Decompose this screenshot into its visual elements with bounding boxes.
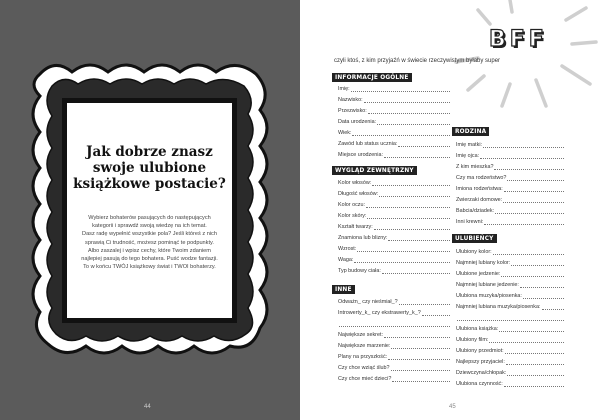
field-sibling-names[interactable]: Imiona rodzeństwa:	[456, 184, 564, 192]
field-marriage[interactable]: Czy chce wziąć ślub?	[338, 363, 450, 371]
field-least-music[interactable]: Najmniej lubiana muzyka/piosenka:	[456, 302, 564, 310]
page-subtitle: czyli ktoś, z kim przyjaźń w świecie rzeczywistym byłaby super	[334, 58, 501, 64]
field-blank-line[interactable]	[338, 319, 450, 327]
field-birthdate[interactable]: Data urodzenia:	[338, 117, 450, 125]
field-surname[interactable]: Nazwisko:	[338, 95, 450, 103]
field-father[interactable]: Imię ojca:	[456, 151, 564, 159]
section-heading-info: INFORMACJE OGÓLNE	[332, 73, 412, 82]
field-fav-film[interactable]: Ulubiony film:	[456, 335, 564, 343]
field-least-food[interactable]: Najmniej lubiane jedzenie:	[456, 280, 564, 288]
field-marks[interactable]: Znamiona lub blizny:	[338, 233, 450, 241]
field-least-color[interactable]: Najmniej lubiany kolor:	[456, 258, 564, 266]
field-occupation[interactable]: Zawód lub status ucznia:	[338, 139, 450, 147]
field-fav-subject[interactable]: Ulubiony przedmiot:	[456, 346, 564, 354]
field-skin-color[interactable]: Kolor skóry:	[338, 211, 450, 219]
field-blank-line-2[interactable]	[456, 313, 564, 321]
field-fav-activity[interactable]: Ulubiona czynność:	[456, 379, 564, 387]
field-fav-book[interactable]: Ulubiona książka:	[456, 324, 564, 332]
field-birthplace[interactable]: Miejsce urodzenia:	[338, 150, 450, 158]
right-page	[300, 0, 600, 420]
intro-card	[67, 103, 232, 318]
field-grandparents[interactable]: Babcia/dziadek:	[456, 206, 564, 214]
field-siblings[interactable]: Czy ma rodzeństwo?	[456, 173, 564, 181]
section-heading-favorites: ULUBIEŃCY	[452, 234, 497, 243]
field-best-friend[interactable]: Najlepszy przyjaciel:	[456, 357, 564, 365]
page-number-left: 44	[144, 404, 151, 410]
field-nickname[interactable]: Przezwisko:	[338, 106, 450, 114]
field-partner[interactable]: Dziewczyna/chłopak:	[456, 368, 564, 376]
field-fav-color[interactable]: Ulubiony kolor:	[456, 247, 564, 255]
field-future-plans[interactable]: Plany na przyszłość:	[338, 352, 450, 360]
field-fav-food[interactable]: Ulubione jedzenie:	[456, 269, 564, 277]
field-body-type[interactable]: Typ budowy ciała:	[338, 266, 450, 274]
field-lives-with[interactable]: Z kim mieszka?	[456, 162, 564, 170]
field-mother[interactable]: Imię matki:	[456, 140, 564, 148]
field-height[interactable]: Wzrost:	[338, 244, 450, 252]
field-hair-color[interactable]: Kolor włosów:	[338, 178, 450, 186]
field-face-shape[interactable]: Kształt twarzy:	[338, 222, 450, 230]
card-body: Wybierz bohaterów pasujących do następujących kategorii i sprawdź swoją wiedzę na ich temat. Dasz radę wypełnić wszystkie pola? Jeśli któreś z nich sprawią Ci trudność, możesz pominąć te podpunkty. Albo zaszalej i wpisz cechy, które Twoim zdaniem najlepiej pasują do tego bohatera. Puść wodze fantazji. To w końcu TWÓJ książkowy świat i TWOI bohaterzy.	[81, 215, 218, 271]
field-children[interactable]: Czy chce mieć dzieci?	[338, 374, 450, 382]
section-heading-family: RODZINA	[452, 127, 489, 136]
field-eye-color[interactable]: Kolor oczu:	[338, 200, 450, 208]
field-relatives[interactable]: Inni krewni:	[456, 217, 564, 225]
field-weight[interactable]: Waga:	[338, 255, 450, 263]
field-name[interactable]: Imię:	[338, 84, 450, 92]
field-secret[interactable]: Największe sekret:	[338, 330, 450, 338]
section-heading-looks: WYGLĄD ZEWNĘTRZNY	[332, 166, 417, 175]
card-title: Jak dobrze znasz swoje ulubione książkowe postacie?	[73, 144, 226, 192]
field-fav-music[interactable]: Ulubiona muzyka/piosenka:	[456, 291, 564, 299]
section-heading-other: INNE	[332, 285, 355, 294]
field-age[interactable]: Wiek:	[338, 128, 450, 136]
page-number-right: 45	[449, 404, 456, 410]
field-intro-extro[interactable]: Introwerty_k_ czy ekstrawerty_k_?	[338, 308, 450, 316]
field-pets[interactable]: Zwierzaki domowe:	[456, 195, 564, 203]
field-hair-length[interactable]: Długość włosów:	[338, 189, 450, 197]
field-brave-shy[interactable]: Odważn_ czy nieśmiał_?	[338, 297, 450, 305]
page-title: BFF	[489, 27, 548, 52]
field-dream[interactable]: Największe marzenie:	[338, 341, 450, 349]
